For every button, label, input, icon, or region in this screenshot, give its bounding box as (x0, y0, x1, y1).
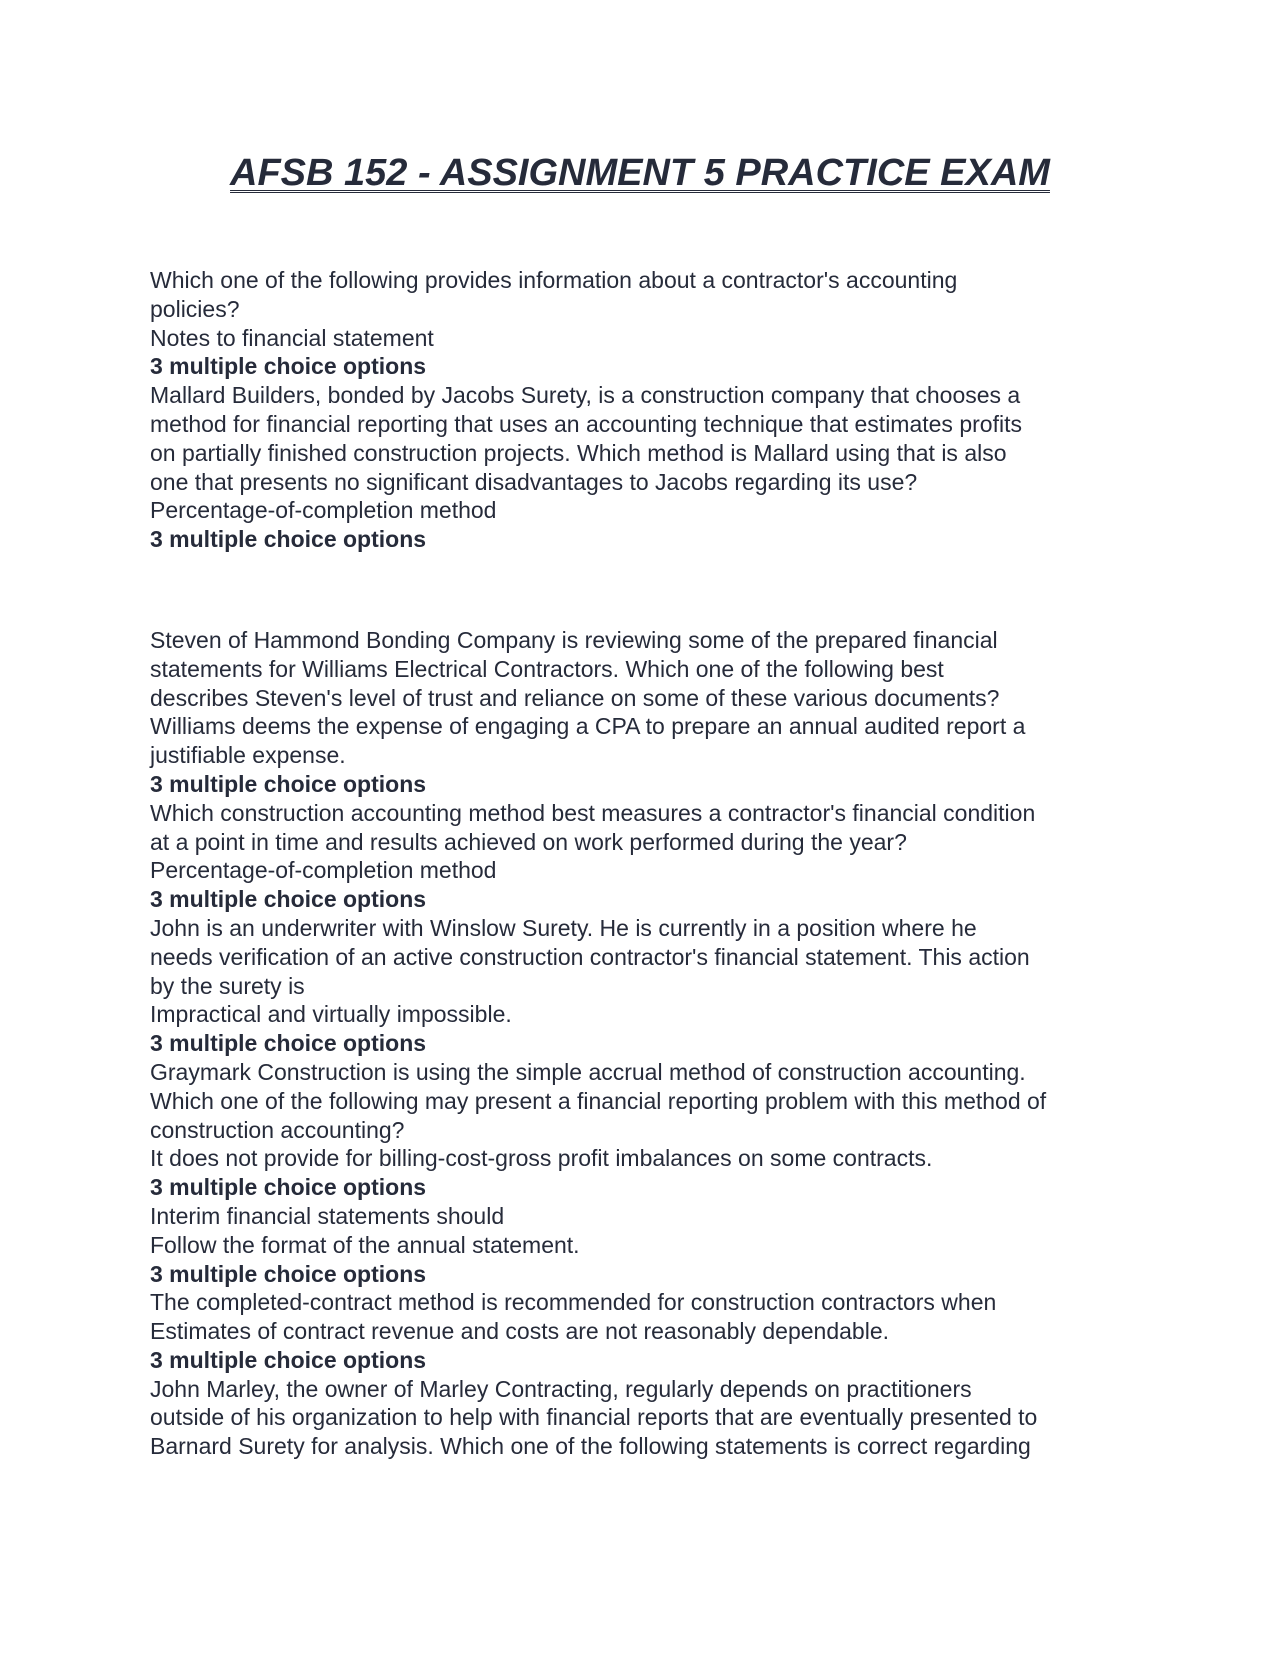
question-block (150, 914, 1140, 1058)
answer-text: Impractical and virtually impossible. (150, 1001, 512, 1028)
question-text: Steven of Hammond Bonding Company is reviewing some of the prepared financial (150, 626, 998, 653)
answer-text: Notes to financial statement (150, 324, 434, 351)
question-text: at a point in time and results achieved on work performed during the year? (150, 828, 907, 855)
question-text: Which one of the following may present a financial reporting problem with this method of (150, 1087, 1047, 1114)
question-block (150, 1202, 1140, 1288)
question-text: policies? (150, 295, 240, 322)
question-text: John is an underwriter with Winslow Surety. He is currently in a position where he (150, 914, 977, 941)
question-text: needs verification of an active construction contractor's financial statement. This action (150, 943, 1030, 970)
answer-text: Percentage-of-completion method (150, 857, 497, 884)
question-block (150, 626, 1140, 799)
question-text: Barnard Surety for analysis. Which one of the following statements is correct regarding (150, 1433, 1031, 1460)
document-body (150, 266, 1140, 1461)
answer-text: Follow the format of the annual statement. (150, 1231, 580, 1258)
options-label: 3 multiple choice options (150, 1174, 427, 1201)
question-block (150, 799, 1140, 914)
question-text: Which construction accounting method best measures a contractor's financial condition (150, 799, 1036, 826)
question-text: outside of his organization to help with financial reports that are eventually presented to (150, 1404, 1038, 1431)
question-text: John Marley, the owner of Marley Contracting, regularly depends on practitioners (150, 1375, 972, 1402)
question-block (150, 381, 1140, 554)
answer-text: Williams deems the expense of engaging a CPA to prepare an annual audited report a (150, 713, 1026, 740)
question-block (150, 1288, 1140, 1374)
options-label: 3 multiple choice options (150, 1260, 427, 1287)
question-text: Mallard Builders, bonded by Jacobs Surety, is a construction company that chooses a (150, 382, 1021, 409)
document-title-text: AFSB 152 - ASSIGNMENT 5 PRACTICE EXAM (230, 152, 1050, 194)
answer-text: Estimates of contract revenue and costs are not reasonably dependable. (150, 1318, 890, 1345)
question-text: construction accounting? (150, 1116, 405, 1143)
answer-text: justifiable expense. (150, 742, 346, 769)
options-label: 3 multiple choice options (150, 1030, 427, 1057)
question-text: statements for Williams Electrical Contractors. Which one of the following best (150, 655, 944, 682)
question-text: describes Steven's level of trust and reliance on some of these various documents? (150, 684, 1000, 711)
question-block (150, 1375, 1140, 1461)
question-text: The completed-contract method is recommended for construction contractors when (150, 1289, 997, 1316)
options-label: 3 multiple choice options (150, 526, 427, 553)
options-label: 3 multiple choice options (150, 770, 427, 797)
question-block (150, 266, 1140, 381)
blank-space (150, 554, 1140, 626)
question-block (150, 1058, 1140, 1202)
question-text: Graymark Construction is using the simple accrual method of construction accounting. (150, 1058, 1026, 1085)
answer-text: Percentage-of-completion method (150, 497, 497, 524)
question-text: by the surety is (150, 972, 305, 999)
answer-text: It does not provide for billing-cost-gross profit imbalances on some contracts. (150, 1145, 933, 1172)
question-text: method for financial reporting that uses an accounting technique that estimates profits (150, 410, 1022, 437)
question-text: one that presents no significant disadvantages to Jacobs regarding its use? (150, 468, 918, 495)
document-title (0, 150, 1280, 196)
options-label: 3 multiple choice options (150, 886, 427, 913)
question-text: Interim financial statements should (150, 1202, 505, 1229)
question-text: Which one of the following provides information about a contractor's accounting (150, 267, 958, 293)
question-text: on partially finished construction projects. Which method is Mallard using that is also (150, 439, 1007, 466)
options-label: 3 multiple choice options (150, 1346, 427, 1373)
options-label: 3 multiple choice options (150, 353, 427, 380)
